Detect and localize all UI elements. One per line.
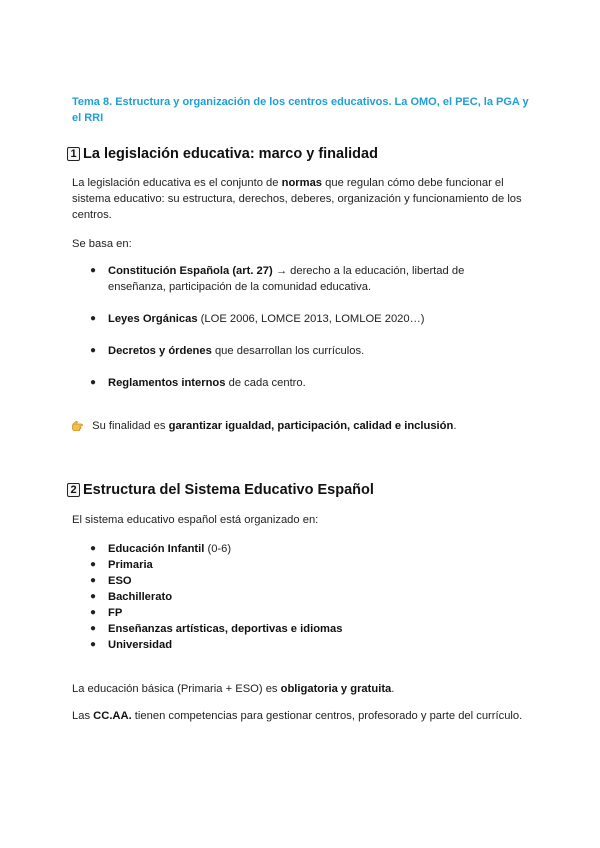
list-item xyxy=(90,263,510,295)
list-item-bold: FP xyxy=(108,607,123,619)
keycap-number-1-icon: 1 xyxy=(67,147,80,161)
bullet-icon: ● xyxy=(90,345,97,356)
bullet-icon: ● xyxy=(90,377,97,388)
bullet-icon: ● xyxy=(90,575,97,586)
ccaa-bold: CC.AA. xyxy=(93,710,132,722)
finality-bold: garantizar igualdad, participación, calidad e inclusión xyxy=(168,420,454,432)
section-1-heading-text: La legislación educativa: marco y finalidad xyxy=(83,146,378,162)
list-item xyxy=(90,573,510,589)
base-label: Se basa en: xyxy=(72,238,132,250)
finality-text-2: . xyxy=(453,420,457,432)
section-1-finality xyxy=(72,418,532,434)
intro-bold-normas: normas xyxy=(281,177,323,189)
list-item xyxy=(90,343,510,359)
list-item xyxy=(90,589,510,605)
list-item-bold: Universidad xyxy=(108,639,173,651)
bullet-icon: ● xyxy=(90,639,97,650)
list-item-bold: ESO xyxy=(108,575,132,587)
keycap-number-2-icon: 2 xyxy=(67,483,80,497)
basic-bold: obligatoria y gratuita xyxy=(280,683,392,695)
list-item xyxy=(90,375,510,391)
bullet-icon: ● xyxy=(90,313,97,324)
basic-text-2: . xyxy=(391,683,395,695)
bullet-icon: ● xyxy=(90,623,97,634)
list-item-bold: Decretos y órdenes xyxy=(108,345,212,357)
ccaa-text-2: tienen competencias para gestionar centros, profesorado y parte del currículo. xyxy=(131,710,523,722)
section-1-intro xyxy=(72,175,532,223)
list-item xyxy=(90,605,510,621)
section-2-heading xyxy=(67,482,374,498)
list-item-bold: Educación Infantil xyxy=(108,543,205,555)
list-item-text: de cada centro. xyxy=(225,377,306,389)
list-item xyxy=(90,311,510,327)
ccaa-text-1: Las xyxy=(72,710,94,722)
bullet-icon: ● xyxy=(90,607,97,618)
list-item-text: (LOE 2006, LOMCE 2013, LOMLOE 2020…) xyxy=(197,313,425,325)
list-item-text: → derecho a la educación, libertad de enseñanza, participación de la comunidad educativa. xyxy=(108,265,465,293)
bullet-icon: ● xyxy=(90,543,97,554)
bullet-icon: ● xyxy=(90,265,97,276)
list-item-bold: Reglamentos internos xyxy=(108,377,226,389)
finality-text-1: Su finalidad es xyxy=(89,420,169,432)
list-item-bold: Constitución Española (art. 27) xyxy=(108,265,273,277)
list-item xyxy=(90,621,510,637)
list-item-text: (0-6) xyxy=(204,543,232,555)
section-2-intro: El sistema educativo español está organizado en: xyxy=(72,514,319,526)
list-item-bold: Enseñanzas artísticas, deportivas e idiomas xyxy=(108,623,343,635)
section-1-heading xyxy=(67,146,378,162)
list-item-text: que desarrollan los currículos. xyxy=(211,345,365,357)
list-item-bold: Bachillerato xyxy=(108,591,173,603)
basic-text-1: La educación básica (Primaria + ESO) es xyxy=(72,683,281,695)
list-item-bold: Leyes Orgánicas xyxy=(108,313,198,325)
list-item xyxy=(90,637,510,653)
section-2-heading-text: Estructura del Sistema Educativo Español xyxy=(83,482,374,498)
basic-education-note xyxy=(72,681,532,697)
pointing-hand-icon xyxy=(72,420,86,430)
intro-text-1: La legislación educativa es el conjunto de xyxy=(72,177,282,189)
list-item xyxy=(90,557,510,573)
document-title: Tema 8. Estructura y organización de los centros educativos. La OMO, el PEC, la PGA y el RRI xyxy=(72,96,529,124)
intro-text-2: que regulan cómo debe funcionar el sistema educativo: su estructura, derechos, deberes, organización y funcionamiento de los centros. xyxy=(72,177,522,221)
bullet-icon: ● xyxy=(90,559,97,570)
list-item xyxy=(90,541,510,557)
ccaa-note xyxy=(72,708,532,724)
list-item-bold: Primaria xyxy=(108,559,153,571)
bullet-icon: ● xyxy=(90,591,97,602)
